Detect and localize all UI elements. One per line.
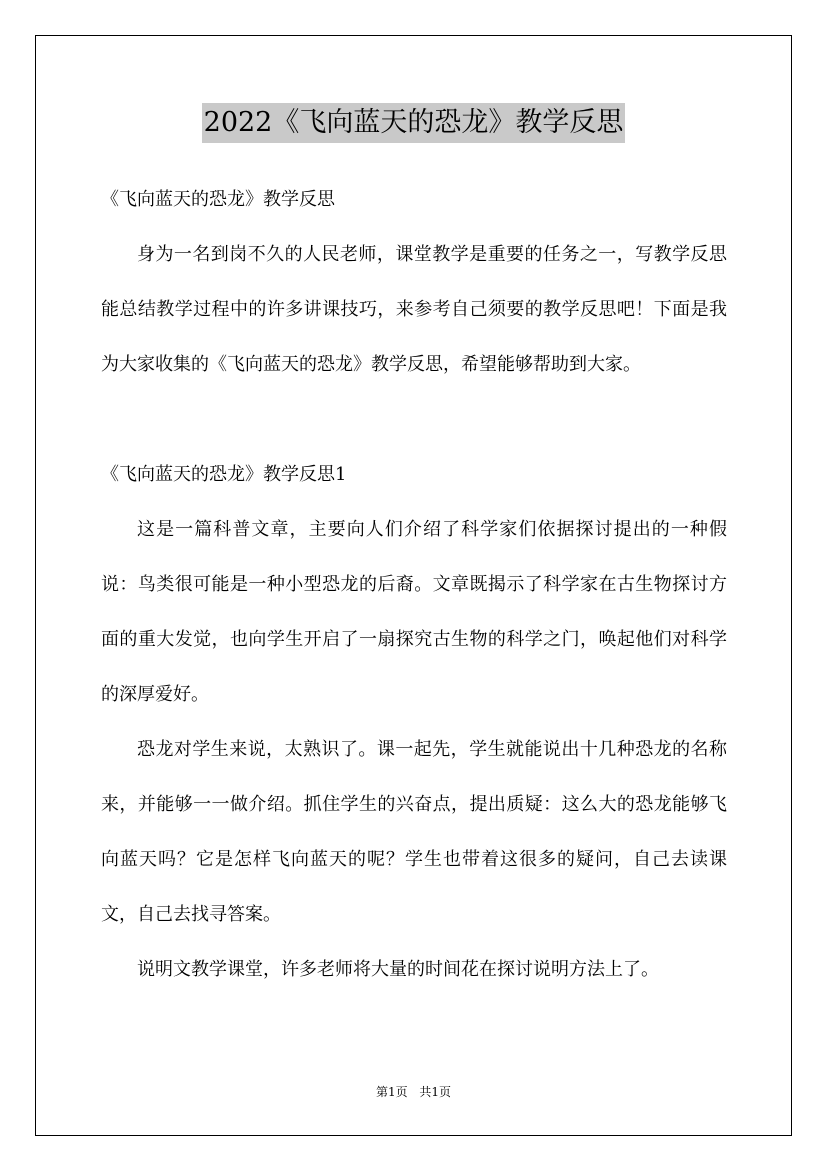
page-footer [0,1082,827,1102]
document-title: 2022《飞向蓝天的恐龙》教学反思 [202,103,626,143]
document-body [101,172,727,997]
section-heading: 《飞向蓝天的恐龙》教学反思1 [101,464,347,485]
section-heading: 《飞向蓝天的恐龙》教学反思 [101,189,335,210]
title-container [0,103,827,143]
paragraph: 这是一篇科普文章，主要向人们介绍了科学家们依据探讨提出的一种假说：鸟类很可能是一种小型恐龙的后裔。文章既揭示了科学家在古生物探讨方面的重大发觉，也向学生开启了一扇探究古生物的科学之门，唤起他们对科学的深厚爱好。 [101,519,727,705]
page-total: 共1页 [419,1085,452,1099]
paragraph: 恐龙对学生来说，太熟识了。课一起先，学生就能说出十几种恐龙的名称来，并能够一一做介绍。抓住学生的兴奋点，提出质疑：这么大的恐龙能够飞向蓝天吗？它是怎样飞向蓝天的呢？学生也带着这很多的疑问，自己去读课文，自己去找寻答案。 [101,739,727,925]
paragraph: 身为一名到岗不久的人民老师，课堂教学是重要的任务之一，写教学反思能总结教学过程中的许多讲课技巧，来参考自己须要的教学反思吧！下面是我为大家收集的《飞向蓝天的恐龙》教学反思，希望能够帮助到大家。 [101,244,727,375]
page-number: 第1页 [375,1085,408,1099]
section-gap [101,392,727,447]
paragraph: 说明文教学课堂，许多老师将大量的时间花在探讨说明方法上了。 [137,959,659,980]
